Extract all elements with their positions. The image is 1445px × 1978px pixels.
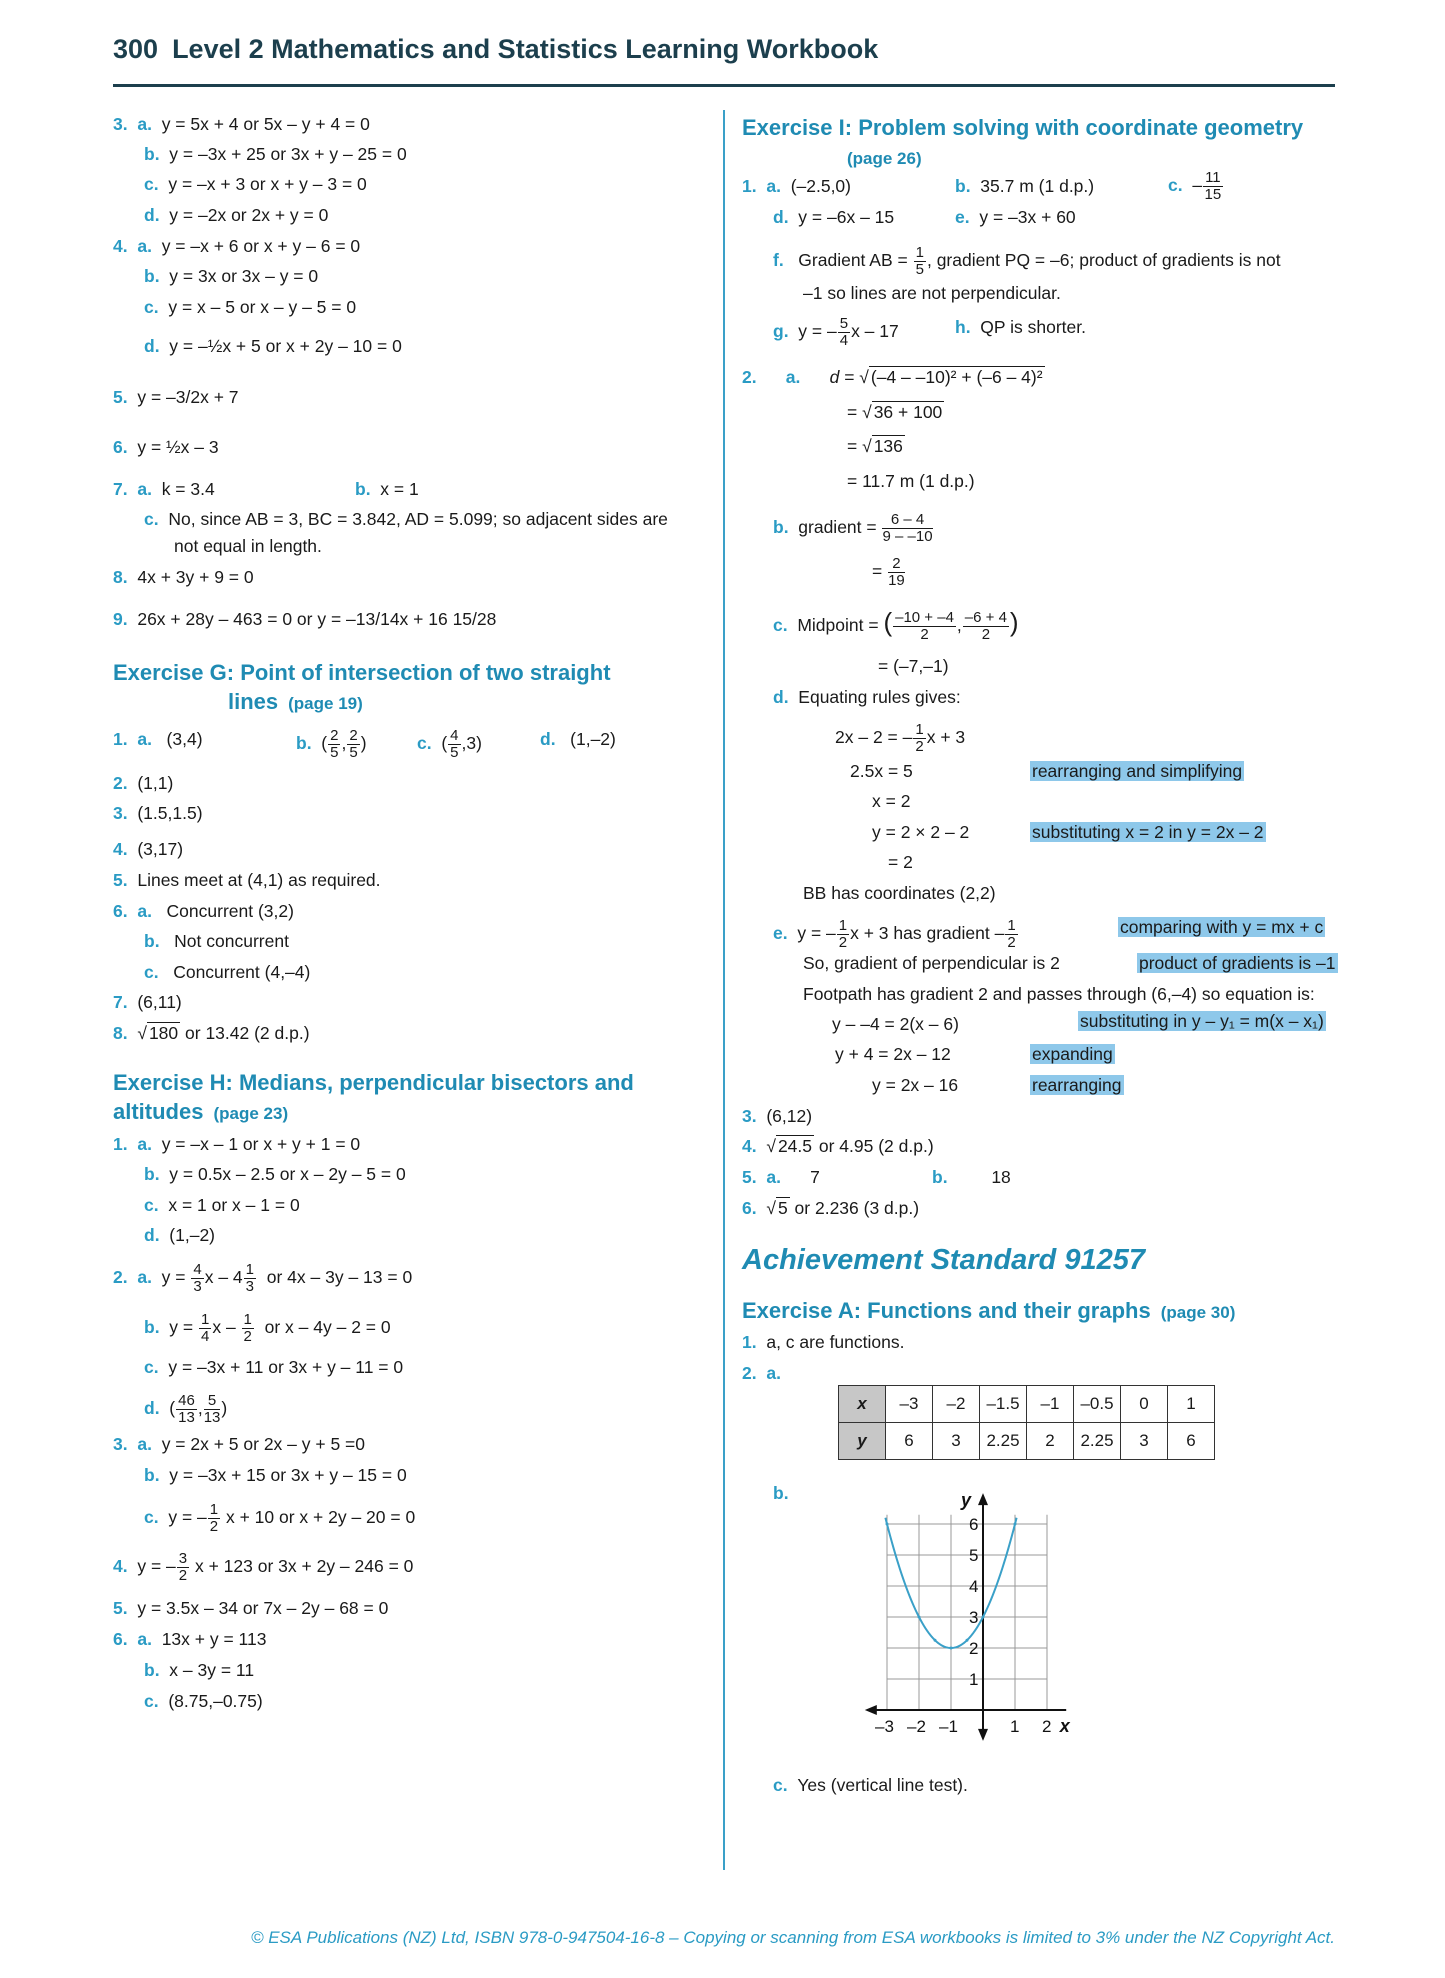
exi-answer-2d: d. Equating rules gives: bbox=[773, 687, 961, 707]
page-header bbox=[113, 34, 878, 65]
exi-answer-2b-step2: = $\frac{2}{19}$ bbox=[872, 555, 905, 589]
exi-answer-2d-step2: 2.5x = 5 bbox=[850, 761, 913, 781]
x-axis-arrow bbox=[865, 1705, 877, 1715]
exi-answer-1b: b. 35.7 m (1 d.p.) bbox=[955, 176, 1095, 196]
table-cell: 2 bbox=[1027, 1423, 1074, 1460]
achievement-standard-heading: Achievement Standard 91257 bbox=[742, 1244, 1145, 1276]
table-cell: 1 bbox=[1168, 1386, 1215, 1423]
table-cell: 0 bbox=[1121, 1386, 1168, 1423]
exg-answer-1b: b. ( $\frac{2}{5}$ , $\frac{2}{5}$ ) bbox=[296, 727, 367, 761]
exh-answer-2d: d. ( $\frac{46}{13}$ , $\frac{5}{13}$ ) bbox=[144, 1392, 228, 1426]
exi-answer-1c: c. – $\frac{11}{15}$ bbox=[1168, 169, 1222, 203]
exi-answer-1f-cont: –1 so lines are not perpendicular. bbox=[803, 283, 1061, 303]
exi-answer-4: 4. √ 24.5 or 4.95 (2 d.p.) bbox=[742, 1136, 934, 1156]
data-point bbox=[886, 1523, 889, 1526]
column-divider bbox=[723, 110, 725, 1870]
exg-answer-5: 5. Lines meet at (4,1) as required. bbox=[113, 870, 381, 890]
exi-answer-1d: d. y = –6x – 15 bbox=[773, 207, 895, 227]
answer-4c: c. y = x – 5 or x – y – 5 = 0 bbox=[144, 297, 357, 317]
exercise-i-title: Exercise I: Problem solving with coordinate geometry bbox=[742, 115, 1304, 140]
exh-answer-1d: d. (1,–2) bbox=[144, 1225, 216, 1245]
x-tick-label: –2 bbox=[907, 1717, 926, 1736]
exg-answer-1a: 1. a. (3,4) bbox=[113, 729, 203, 749]
exh-answer-5: 5. y = 3.5x – 34 or 7x – 2y – 68 = 0 bbox=[113, 1598, 389, 1618]
exi-answer-2d-step5: = 2 bbox=[888, 852, 913, 872]
exh-answer-1a: 1. a. y = –x – 1 or x + y + 1 = 0 bbox=[113, 1134, 361, 1154]
exa-answer-1: 1. a, c are functions. bbox=[742, 1332, 905, 1352]
book-title: Level 2 Mathematics and Statistics Learning Workbook bbox=[172, 34, 879, 64]
exg-answer-6c: c. Concurrent (4,–4) bbox=[144, 962, 311, 982]
exi-answer-2a-step3: = √ 136 bbox=[847, 436, 903, 456]
table-cell: 2.25 bbox=[1074, 1423, 1121, 1460]
x-tick-label: –3 bbox=[875, 1717, 894, 1736]
exercise-h-title-line2: altitudes (page 23) bbox=[113, 1099, 289, 1124]
y-tick-label: 2 bbox=[969, 1639, 979, 1658]
exg-answer-8: 8. √ 180 or 13.42 (2 d.p.) bbox=[113, 1023, 310, 1043]
answer-7c: c. No, since AB = 3, BC = 3.842, AD = 5.099; so adjacent sides are bbox=[144, 509, 668, 529]
exi-answer-6: 6. √ 5 or 2.236 (3 d.p.) bbox=[742, 1198, 920, 1218]
y-tick-label: 3 bbox=[969, 1608, 979, 1627]
exi-note-expanding: expanding bbox=[1032, 1044, 1113, 1064]
values-table bbox=[838, 1385, 1215, 1460]
exg-answer-6a: 6. a. Concurrent (3,2) bbox=[113, 901, 294, 921]
x-tick-label: 2 bbox=[1042, 1717, 1052, 1736]
exercise-a-title: Exercise A: Functions and their graphs (page 30) bbox=[742, 1298, 1236, 1323]
answer-3d: d. y = –2x or 2x + y = 0 bbox=[144, 205, 329, 225]
exercise-g-title: Exercise G: Point of intersection of two straight bbox=[113, 660, 611, 685]
exh-answer-4: 4. y = – $\frac{3}{2}$ x + 123 or 3x + 2y – 246 = 0 bbox=[113, 1550, 414, 1584]
table-row-y bbox=[839, 1423, 1215, 1460]
table-cell: –0.5 bbox=[1074, 1386, 1121, 1423]
exg-answer-3: 3. (1.5,1.5) bbox=[113, 803, 203, 823]
y-axis-label: y bbox=[961, 1490, 972, 1511]
answer-3c: c. y = –x + 3 or x + y – 3 = 0 bbox=[144, 174, 367, 194]
exi-answer-1e: e. y = –3x + 60 bbox=[955, 207, 1076, 227]
parabola-graph bbox=[845, 1480, 1105, 1750]
exi-note-substituting: substituting x = 2 in y = 2x – 2 bbox=[1032, 822, 1264, 842]
answer-6: 6. y = ½x – 3 bbox=[113, 437, 219, 457]
exi-answer-2e-step5: y + 4 = 2x – 12 bbox=[835, 1044, 951, 1064]
y-tick-label: 6 bbox=[969, 1515, 979, 1534]
exi-answer-2d-step1: 2x – 2 = – $\frac{1}{2}$ x + 3 bbox=[835, 721, 966, 755]
exi-answer-2e-step4: y – –4 = 2(x – 6) bbox=[832, 1014, 959, 1034]
copyright-footer: © ESA Publications (NZ) Ltd, ISBN 978-0-947504-16-8 – Copying or scanning from ESA workbooks is limited to 3% under the NZ Copyright Act. bbox=[250, 1928, 1335, 1947]
table-cell: 3 bbox=[933, 1423, 980, 1460]
y-tick-label: 5 bbox=[969, 1546, 979, 1565]
exh-answer-3c: c. y = – $\frac{1}{2}$ x + 10 or x + 2y – 20 = 0 bbox=[144, 1501, 416, 1535]
exi-answer-2b: b. gradient = $\frac{6 - 4}{9 - -10}$ bbox=[773, 511, 933, 545]
table-cell: –3 bbox=[886, 1386, 933, 1423]
exi-answer-2d-step3: x = 2 bbox=[872, 791, 911, 811]
table-cell: 6 bbox=[886, 1423, 933, 1460]
header-rule bbox=[113, 84, 1335, 87]
exi-note-substituting-point: substituting in y – y₁ = m(x – x₁) bbox=[1080, 1011, 1324, 1031]
exi-answer-2e-step6: y = 2x – 16 bbox=[872, 1075, 959, 1095]
data-point bbox=[934, 1639, 937, 1642]
exi-answer-2c-step2: = (–7,–1) bbox=[878, 656, 949, 676]
exercise-i-page: (page 26) bbox=[847, 149, 922, 168]
y-axis-arrow bbox=[978, 1729, 988, 1741]
answer-8: 8. 4x + 3y + 9 = 0 bbox=[113, 567, 254, 587]
exi-answer-2c: c. Midpoint = ( $\frac{-10 + -4}{2}$ , $\frac{-6 + 4}{2}$ ) bbox=[773, 607, 1019, 643]
exi-note-product-gradients: product of gradients is –1 bbox=[1139, 953, 1336, 973]
exi-answer-1g: g. y = – $\frac{5}{4}$ x – 17 bbox=[773, 315, 899, 349]
table-cell: –1 bbox=[1027, 1386, 1074, 1423]
exercise-h-title: Exercise H: Medians, perpendicular bisectors and bbox=[113, 1070, 634, 1095]
exg-answer-2: 2. (1,1) bbox=[113, 773, 174, 793]
exi-answer-2e: e. y = – $\frac{1}{2}$ x + 3 has gradient – $\frac{1}{2}$ bbox=[773, 917, 1016, 951]
exg-answer-1c: c. ( $\frac{4}{5}$ ,3) bbox=[417, 727, 482, 761]
exa-answer-2a: 2. a. bbox=[742, 1363, 781, 1383]
exh-answer-1b: b. y = 0.5x – 2.5 or x – 2y – 5 = 0 bbox=[144, 1164, 406, 1184]
table-row-x bbox=[839, 1386, 1215, 1423]
exi-note-comparing: comparing with y = mx + c bbox=[1120, 917, 1324, 937]
exi-answer-3: 3. (6,12) bbox=[742, 1106, 813, 1126]
table-cell: 6 bbox=[1168, 1423, 1215, 1460]
data-point bbox=[950, 1647, 953, 1650]
data-point bbox=[1014, 1523, 1017, 1526]
table-cell: –1.5 bbox=[980, 1386, 1027, 1423]
page-number: 300 bbox=[113, 34, 159, 64]
answer-4a: 4. a. y = –x + 6 or x + y – 6 = 0 bbox=[113, 236, 361, 256]
exercise-g-title-line2: lines (page 19) bbox=[228, 689, 363, 714]
table-cell: y bbox=[839, 1423, 886, 1460]
table-cell: 2.25 bbox=[980, 1423, 1027, 1460]
data-point bbox=[982, 1616, 985, 1619]
exi-answer-2d-step4: y = 2 × 2 – 2 bbox=[872, 822, 970, 842]
answer-4d: d. y = –½x + 5 or x + 2y – 10 = 0 bbox=[144, 336, 402, 356]
exg-answer-7: 7. (6,11) bbox=[113, 992, 182, 1012]
exi-answer-2a-step2: = √ 36 + 100 bbox=[847, 402, 943, 422]
answer-3b: b. y = –3x + 25 or 3x + y – 25 = 0 bbox=[144, 144, 407, 164]
table-cell: 3 bbox=[1121, 1423, 1168, 1460]
exi-answer-1a: 1. a. (–2.5,0) bbox=[742, 176, 851, 196]
answer-9: 9. 26x + 28y – 463 = 0 or y = –13/14x + 16 15/28 bbox=[113, 609, 497, 629]
x-axis-label: x bbox=[1059, 1716, 1070, 1736]
answer-4b: b. y = 3x or 3x – y = 0 bbox=[144, 266, 319, 286]
answer-5: 5. y = –3/2x + 7 bbox=[113, 387, 239, 407]
exh-answer-2c: c. y = –3x + 11 or 3x + y – 11 = 0 bbox=[144, 1357, 404, 1377]
exi-answer-5a: 5. a. 7 bbox=[742, 1167, 820, 1187]
y-axis-arrow bbox=[978, 1493, 988, 1505]
y-tick-label: 1 bbox=[969, 1670, 979, 1689]
exi-answer-2d-bb: BB has coordinates (2,2) bbox=[803, 883, 996, 903]
exi-answer-5b: b. 18 bbox=[932, 1167, 1011, 1187]
exi-answer-1f: f. Gradient AB = $\frac{1}{5}$ , gradient PQ = –6; product of gradients is not bbox=[773, 244, 1281, 278]
exi-answer-1h: h. QP is shorter. bbox=[955, 317, 1086, 337]
y-tick-label: 4 bbox=[969, 1577, 979, 1596]
exh-answer-6a: 6. a. 13x + y = 113 bbox=[113, 1629, 267, 1649]
exh-answer-2b: b. y = $\frac{1}{4}$ x – $\frac{1}{2}$ or x – 4y – 2 = 0 bbox=[144, 1311, 391, 1345]
answer-3a: 3. a. y = 5x + 4 or 5x – y + 4 = 0 bbox=[113, 114, 370, 134]
exi-answer-2e-step3: Footpath has gradient 2 and passes through (6,–4) so equation is: bbox=[803, 984, 1315, 1004]
exh-answer-6b: b. x – 3y = 11 bbox=[144, 1660, 255, 1680]
exi-answer-2a-step4: = 11.7 m (1 d.p.) bbox=[847, 471, 975, 491]
table-cell: x bbox=[839, 1386, 886, 1423]
exa-answer-2b-label: b. bbox=[773, 1483, 789, 1503]
exh-answer-2a: 2. a. y = $\frac{4}{3}$ x – 4 $\frac{1}{3}$ or 4x – 3y – 13 = 0 bbox=[113, 1261, 413, 1295]
table-cell: –2 bbox=[933, 1386, 980, 1423]
exh-answer-3a: 3. a. y = 2x + 5 or 2x – y + 5 =0 bbox=[113, 1434, 366, 1454]
exh-answer-1c: c. x = 1 or x – 1 = 0 bbox=[144, 1195, 300, 1215]
exi-answer-2a: 2. a. d = √ (–4 – –10)² + (–6 – 4)² bbox=[742, 367, 1043, 387]
exi-answer-2e-step2: So, gradient of perpendicular is 2 bbox=[803, 953, 1060, 973]
exg-answer-4: 4. (3,17) bbox=[113, 839, 184, 859]
exa-answer-2c: c. Yes (vertical line test). bbox=[773, 1775, 968, 1795]
exi-note-rearranging-simplifying: rearranging and simplifying bbox=[1032, 761, 1243, 781]
x-tick-label: 1 bbox=[1010, 1717, 1020, 1736]
data-point bbox=[918, 1616, 921, 1619]
answer-7b: b. x = 1 bbox=[355, 479, 419, 499]
exg-answer-6b: b. Not concurrent bbox=[144, 931, 289, 951]
exi-note-rearranging: rearranging bbox=[1032, 1075, 1122, 1095]
answer-7a: 7. a. k = 3.4 bbox=[113, 479, 215, 499]
x-tick-label: –1 bbox=[939, 1717, 958, 1736]
answer-7c-cont: not equal in length. bbox=[174, 536, 322, 556]
exg-answer-1d: d. (1,–2) bbox=[540, 729, 616, 749]
exh-answer-3b: b. y = –3x + 15 or 3x + y – 15 = 0 bbox=[144, 1465, 407, 1485]
exh-answer-6c: c. (8.75,–0.75) bbox=[144, 1691, 263, 1711]
